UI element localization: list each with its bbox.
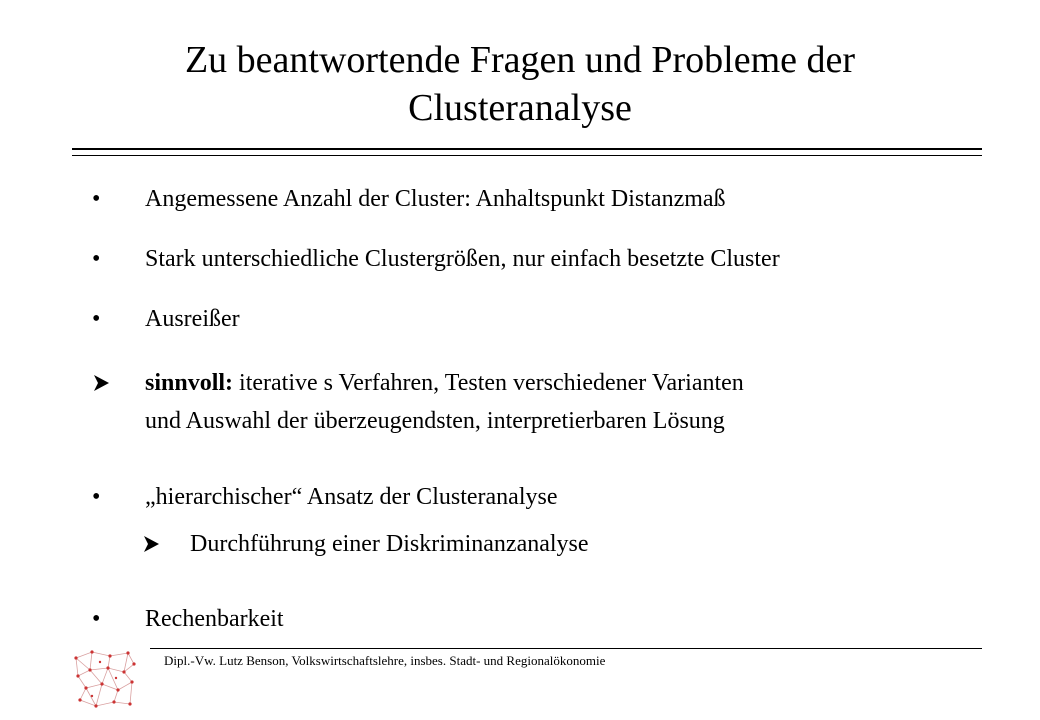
arrowhead-icon bbox=[92, 367, 112, 399]
footer-divider bbox=[150, 648, 982, 649]
bullet-icon: • bbox=[92, 186, 101, 212]
arrow-bullet-icon bbox=[92, 367, 112, 408]
sub-bullet-text: Durchführung einer Diskriminanzanalyse bbox=[190, 531, 589, 557]
bullet-text: Rechenbarkeit bbox=[145, 606, 284, 632]
bullet-icon: • bbox=[92, 606, 101, 632]
bullet-text: Angemessene Anzahl der Cluster: Anhaltspunkt Distanzmaß bbox=[145, 186, 726, 212]
bullet-icon: • bbox=[92, 306, 101, 332]
conclusion-bold-label: sinnvoll: bbox=[145, 370, 234, 396]
bullet-text: Stark unterschiedliche Clustergrößen, nur einfach besetzte Cluster bbox=[145, 246, 780, 272]
footer-text: Dipl.-Vw. Lutz Benson, Volkswirtschaftslehre, insbes. Stadt- und Regionalökonomie bbox=[164, 653, 606, 668]
slide-title bbox=[60, 36, 980, 132]
bullet-text: Ausreißer bbox=[145, 306, 240, 332]
title-divider bbox=[72, 148, 982, 156]
network-logo-icon bbox=[72, 650, 136, 713]
title-line-1: Zu beantwortende Fragen und Probleme der bbox=[184, 39, 856, 81]
bullet-icon: • bbox=[92, 246, 101, 272]
title-line-2: Clusteranalyse bbox=[408, 87, 632, 129]
conclusion-line-1 bbox=[145, 367, 744, 399]
conclusion-line-2: und Auswahl der überzeugendsten, interpretierbaren Lösung bbox=[145, 408, 725, 434]
conclusion-line-1-rest: iterative s Verfahren, Testen verschiedener Varianten bbox=[233, 370, 744, 396]
bullet-text: „hierarchischer“ Ansatz der Clusteranalyse bbox=[145, 484, 558, 510]
bullet-icon: • bbox=[92, 484, 101, 510]
arrow-bullet-icon bbox=[142, 528, 162, 569]
arrowhead-icon bbox=[142, 528, 162, 560]
